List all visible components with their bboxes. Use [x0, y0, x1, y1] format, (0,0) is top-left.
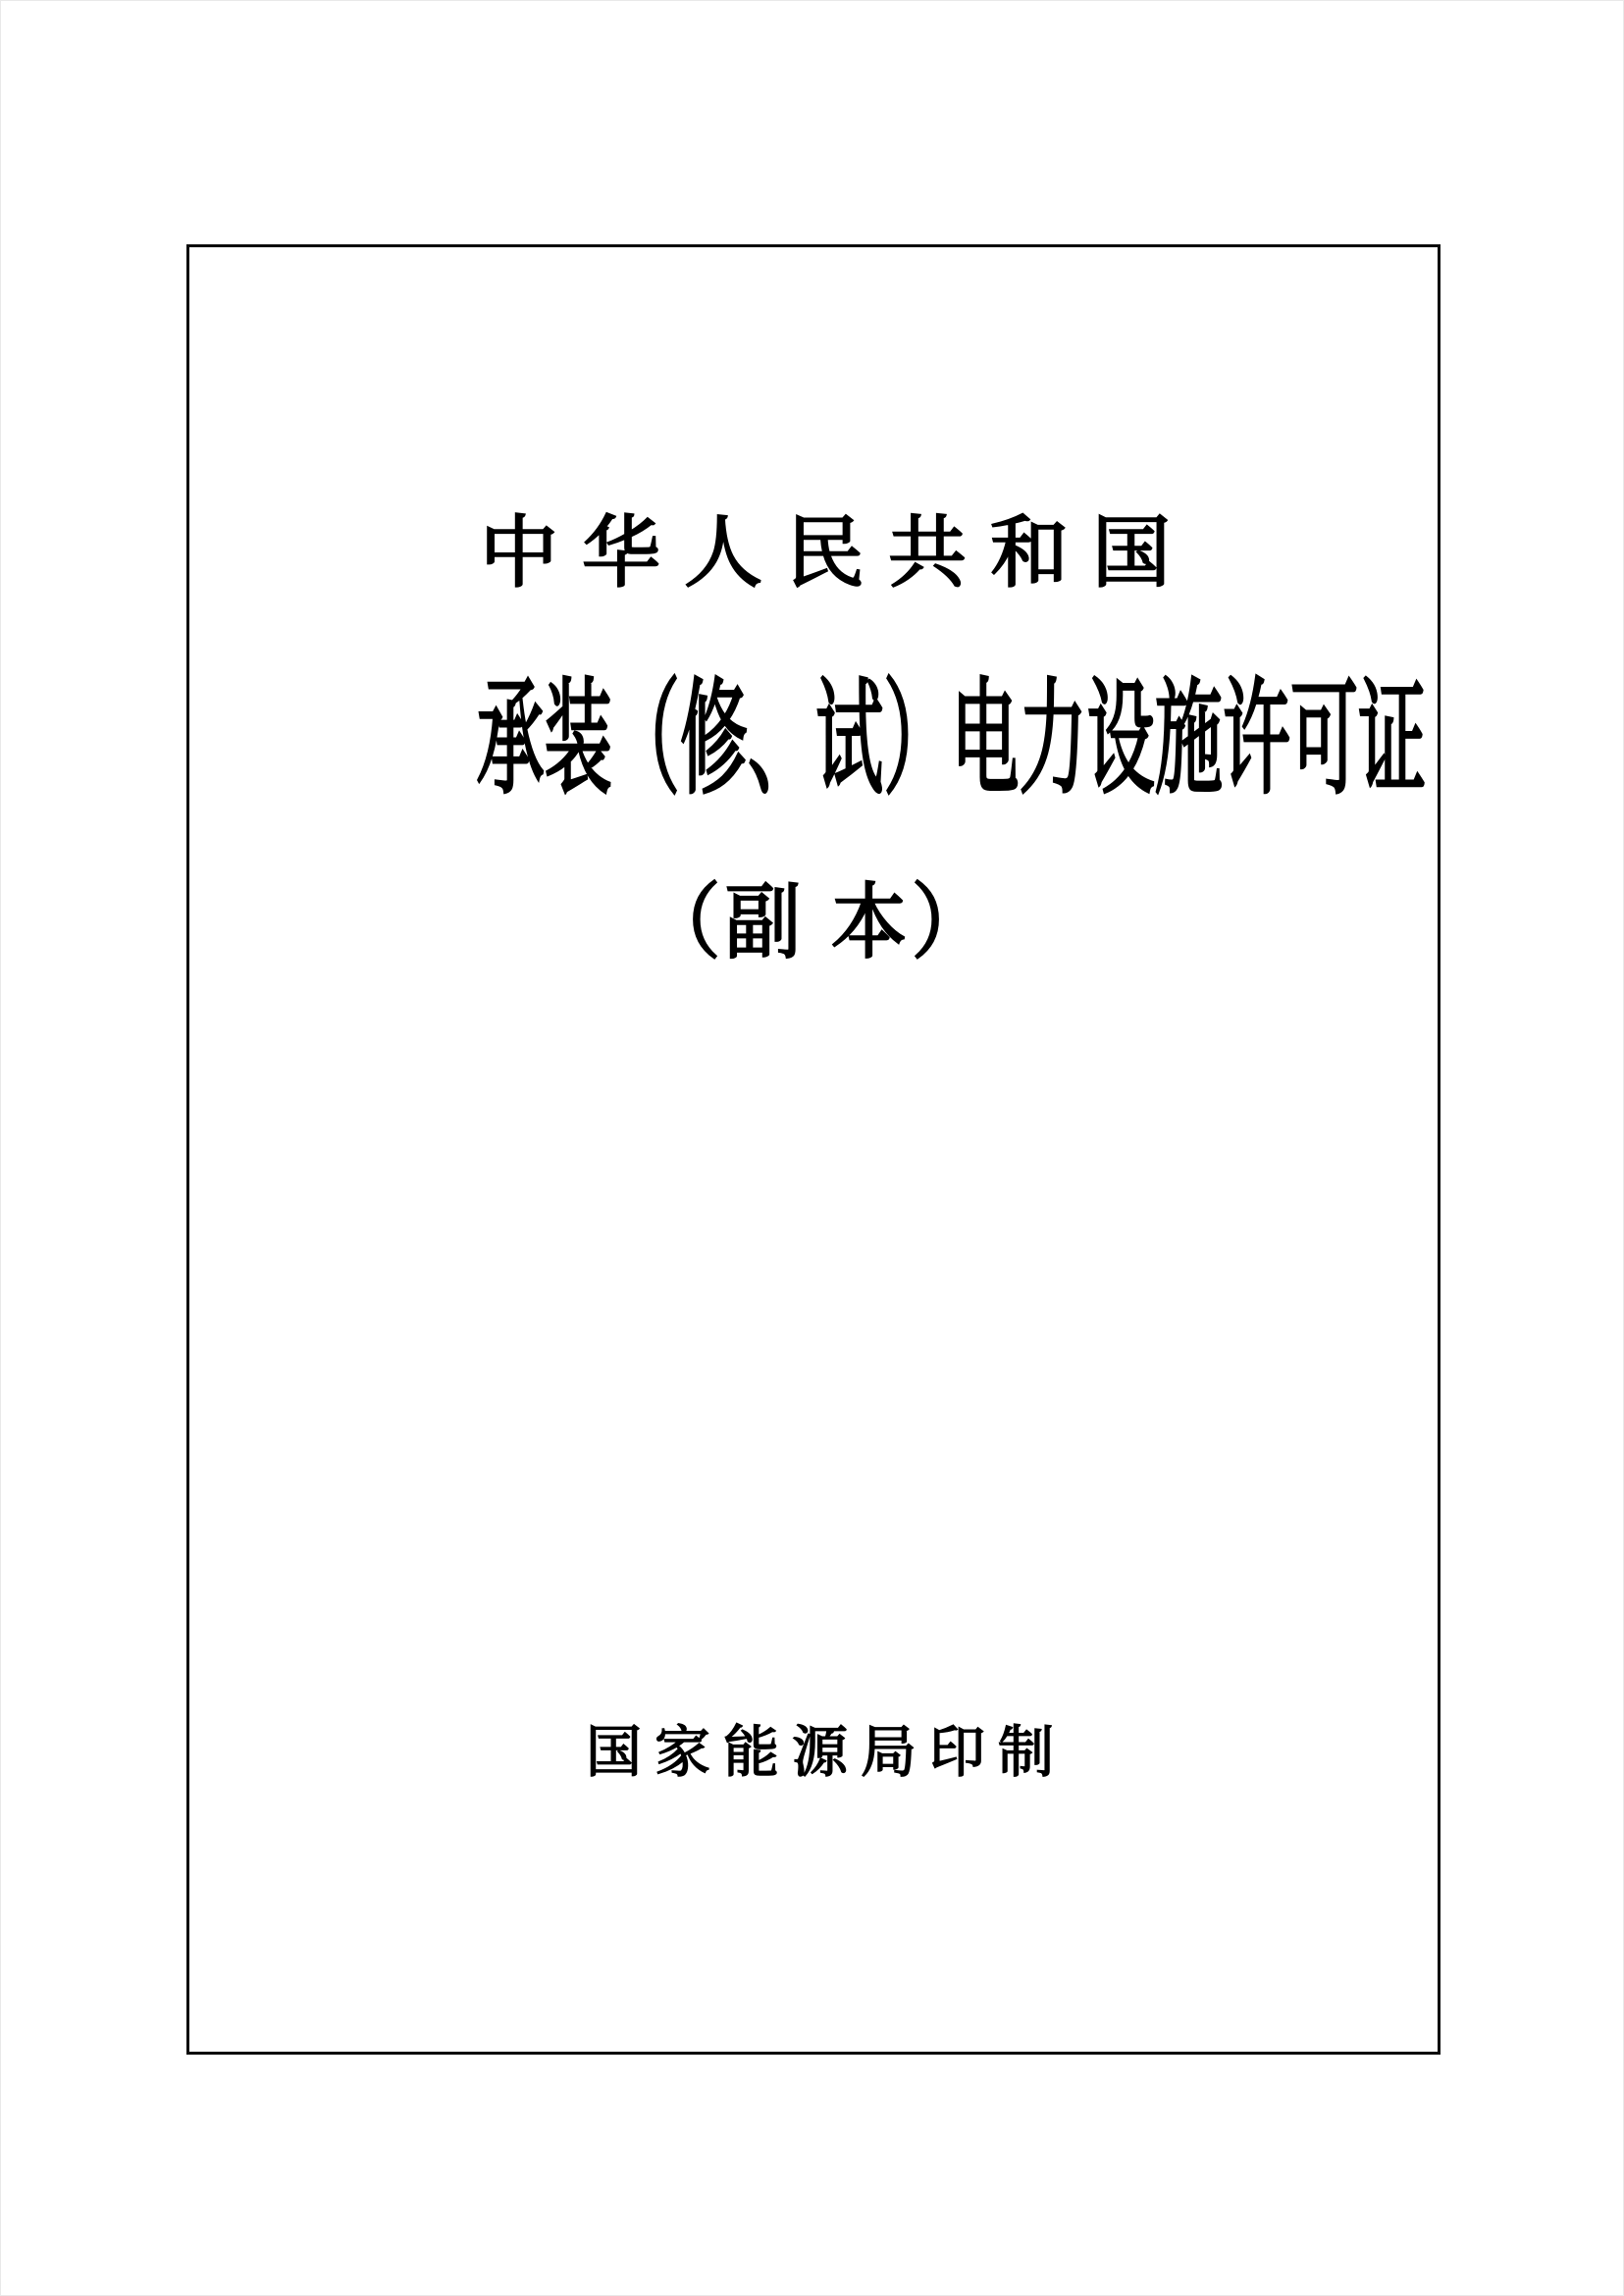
cover-border-frame	[186, 244, 1441, 2055]
copy-type-subtitle: （副 本）	[645, 876, 992, 968]
country-title: 中华人民共和国	[480, 509, 1194, 597]
issuer-imprint: 国家能源局印制	[586, 1721, 1067, 1784]
license-title: 承装（修、试）电力设施许可证	[476, 669, 1427, 809]
